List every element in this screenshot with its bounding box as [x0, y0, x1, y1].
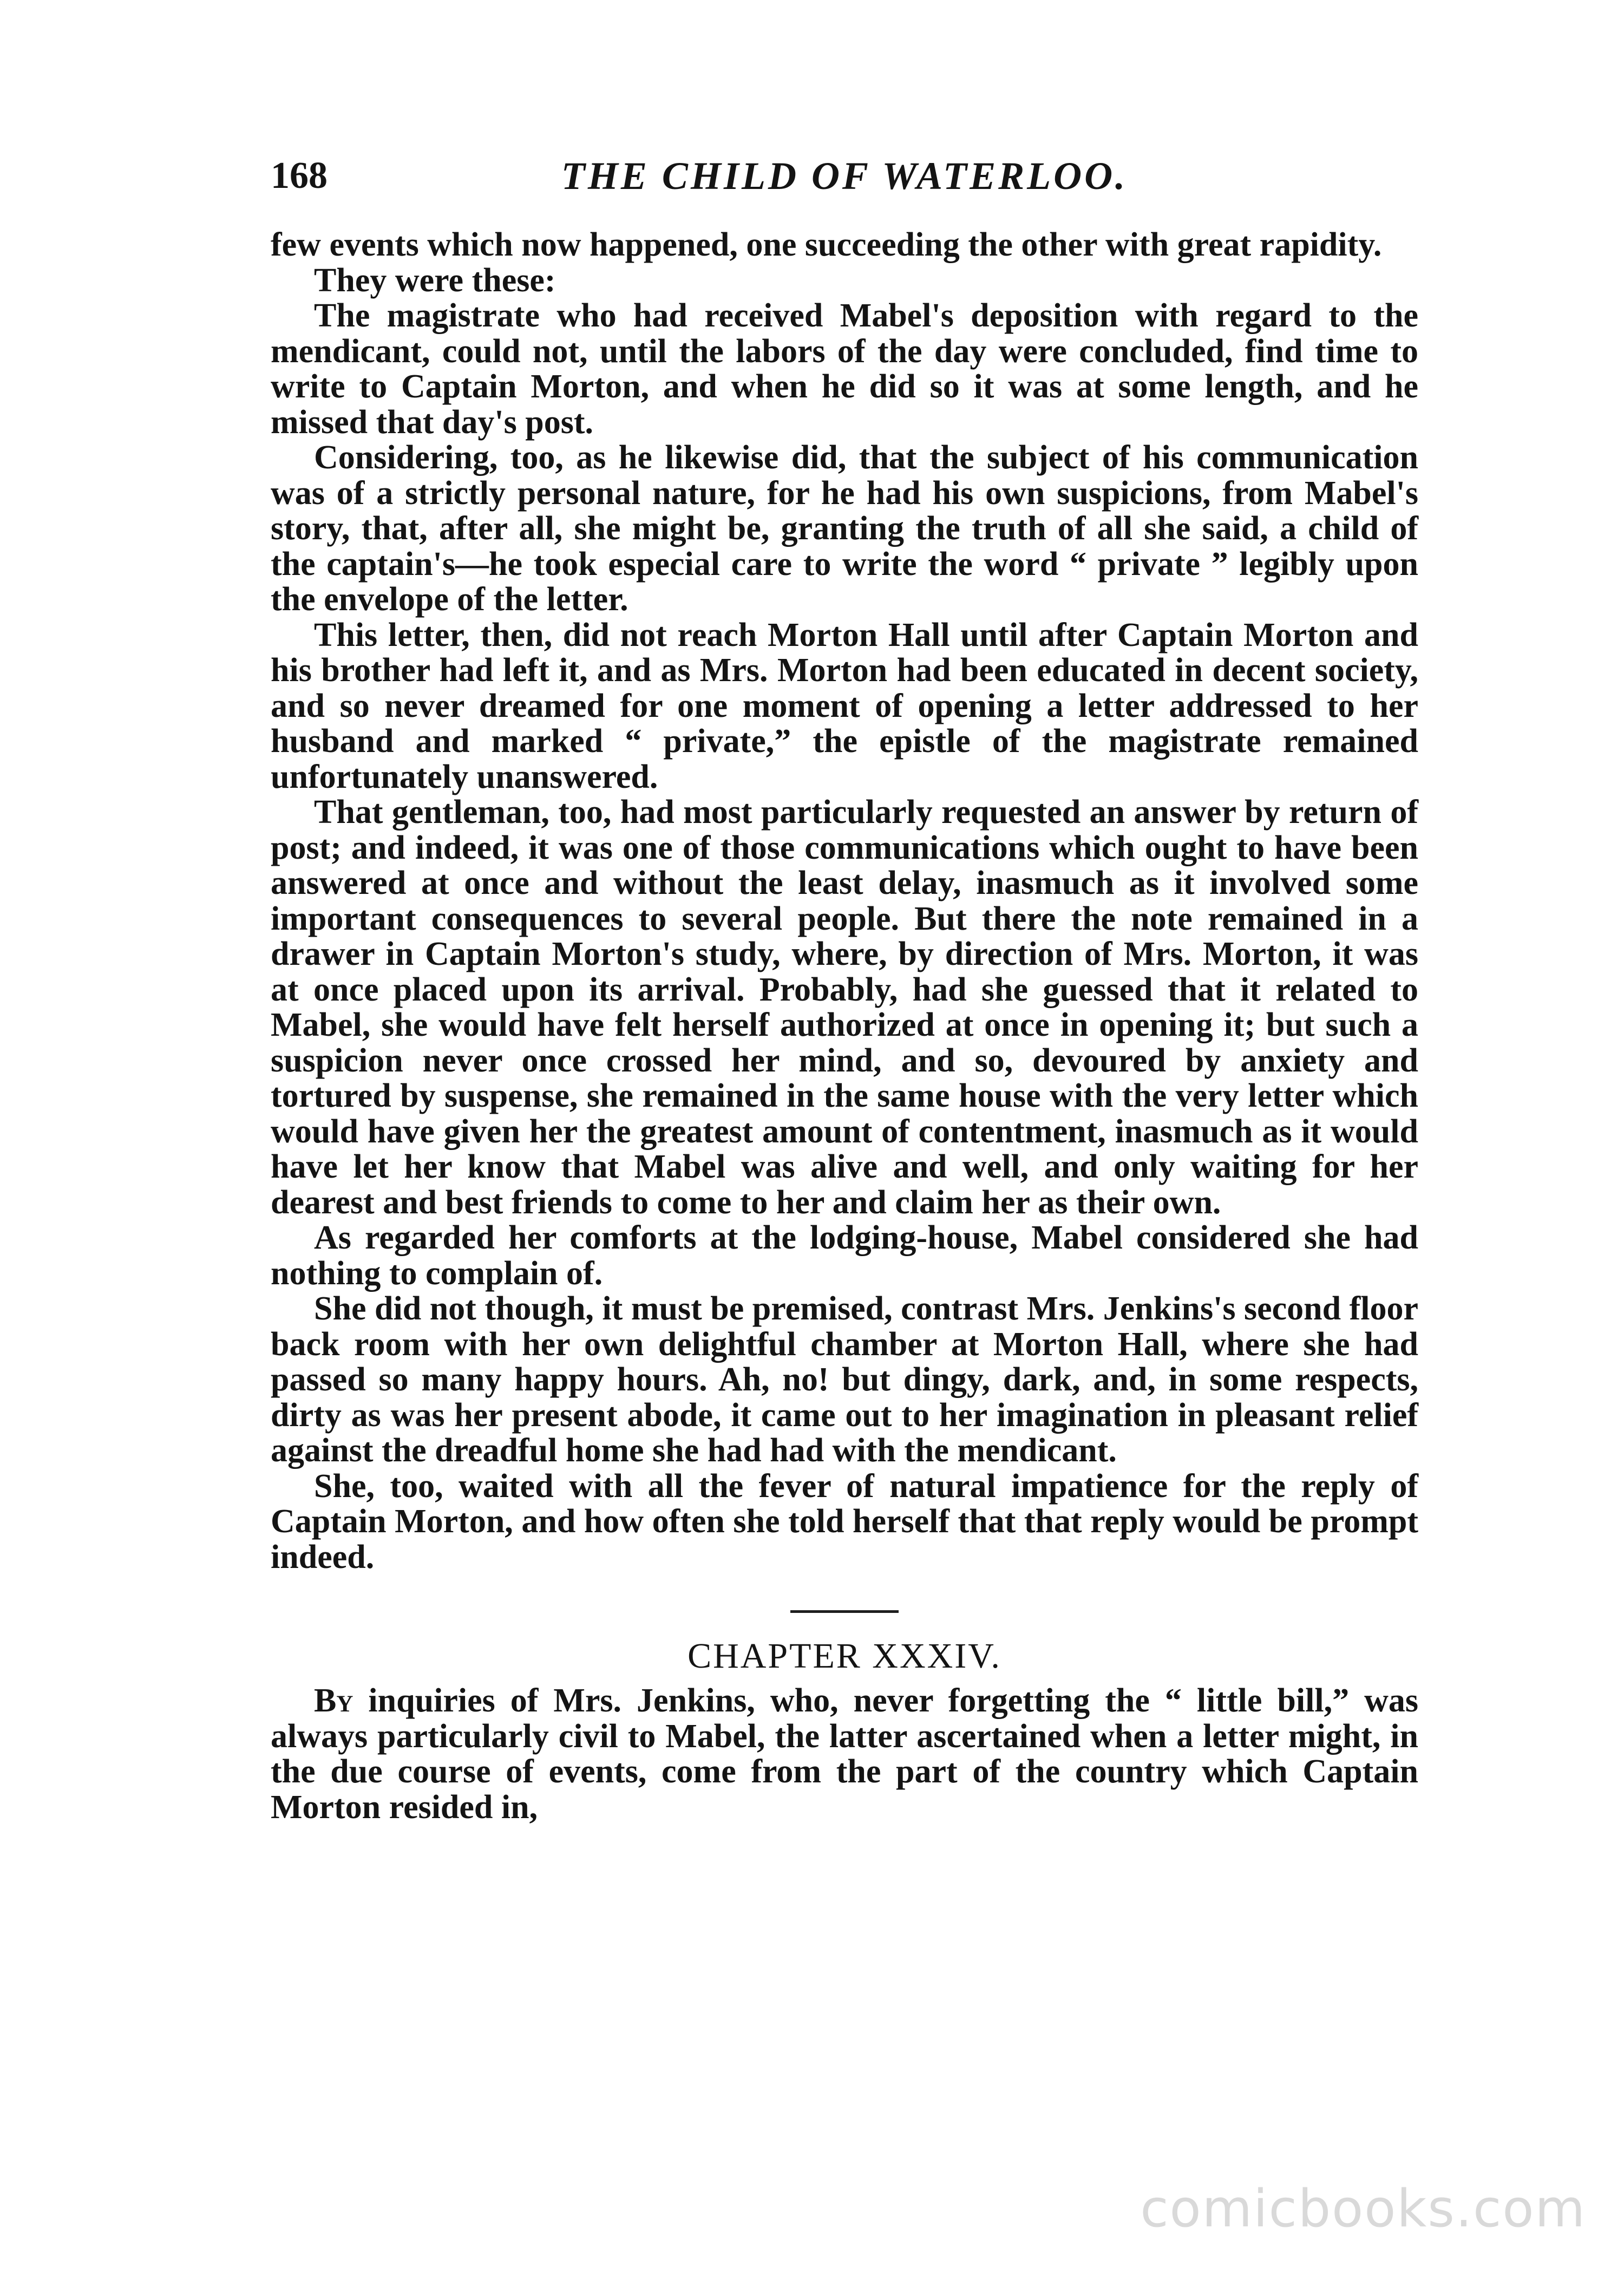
page-body: [271, 227, 1418, 1825]
chapter-heading: CHAPTER XXXIV.: [687, 1636, 1001, 1676]
running-title: THE CHILD OF WATERLOO.: [561, 154, 1128, 198]
paragraph: That gentleman, too, had most particularly requested an answer by return of post; and indeed, it was one of those communications which ought to have been answered at once and without the least delay, inasmuch as it involved some important consequences to several people. But there the note remained in a drawer in Captain Morton's study, where, by direction of Mrs. Morton, it was at once placed upon its arrival. Probably, had she guessed that it related to Mabel, she would have felt herself authorized at once in opening it; but such a suspicion never once crossed her mind, and so, devoured by anxiety and tortured by suspense, she remained in the same house with the very letter which would have given her the greatest amount of contentment, inasmuch as it would have let her know that Mabel was alive and well, and only waiting for her dearest and best friends to come to her and claim her as their own.: [271, 794, 1418, 1221]
chapter-opening-text: inquiries of Mrs. Jenkins, who, never forgetting the “ little bill,” was always particularly civil to Mabel, the latter ascertained when a letter might, in the due course of events, come from the part of the country which Captain Morton resided in,: [271, 1682, 1418, 1826]
paragraph: This letter, then, did not reach Morton Hall until after Captain Morton and his brother had left it, and as Mrs. Morton had been educated in decent society, and so never dreamed for one moment of opening a letter addressed to her husband and marked “ private,” the epistle of the magistrate remained unfortunately unanswered.: [271, 616, 1418, 795]
paragraph: The magistrate who had received Mabel's deposition with regard to the mendicant, could not, until the labors of the day were concluded, find time to write to Captain Morton, and when he did so it was at some length, and he missed that day's post.: [271, 297, 1418, 441]
chapter-lead-word: By: [314, 1682, 353, 1719]
section-divider: [790, 1610, 899, 1613]
paragraph: As regarded her comforts at the lodging-house, Mabel considered she had nothing to complain of.: [271, 1219, 1418, 1292]
paragraph: Considering, too, as he likewise did, that the subject of his communication was of a strictly personal nature, for he had his own suspicions, from Mabel's story, that, after all, she might be, granting the truth of all she said, a child of the captain's—he took especial care to write the word “ private ” legibly upon the envelope of the letter.: [271, 439, 1418, 618]
page-header: [271, 152, 1418, 200]
paragraph: She, too, waited with all the fever of natural impatience for the reply of Captain Morton, and how often she told herself that that reply would be prompt indeed.: [271, 1467, 1418, 1576]
page-number: 168: [271, 155, 328, 197]
paragraph: few events which now happened, one succeeding the other with great rapidity.: [271, 226, 1382, 263]
chapter-opening-paragraph: [271, 1683, 1418, 1825]
paragraph: She did not though, it must be premised, contrast Mrs. Jenkins's second floor back room with her own delightful chamber at Morton Hall, where she had passed so many happy hours. Ah, no! but dingy, dark, and, in some respects, dirty as was her present abode, it came out to her imagination in pleasant relief against the dreadful home she had had with the mendicant.: [271, 1290, 1418, 1469]
paragraph: They were these:: [314, 262, 556, 299]
watermark: comicbooks.com: [1140, 2179, 1586, 2239]
